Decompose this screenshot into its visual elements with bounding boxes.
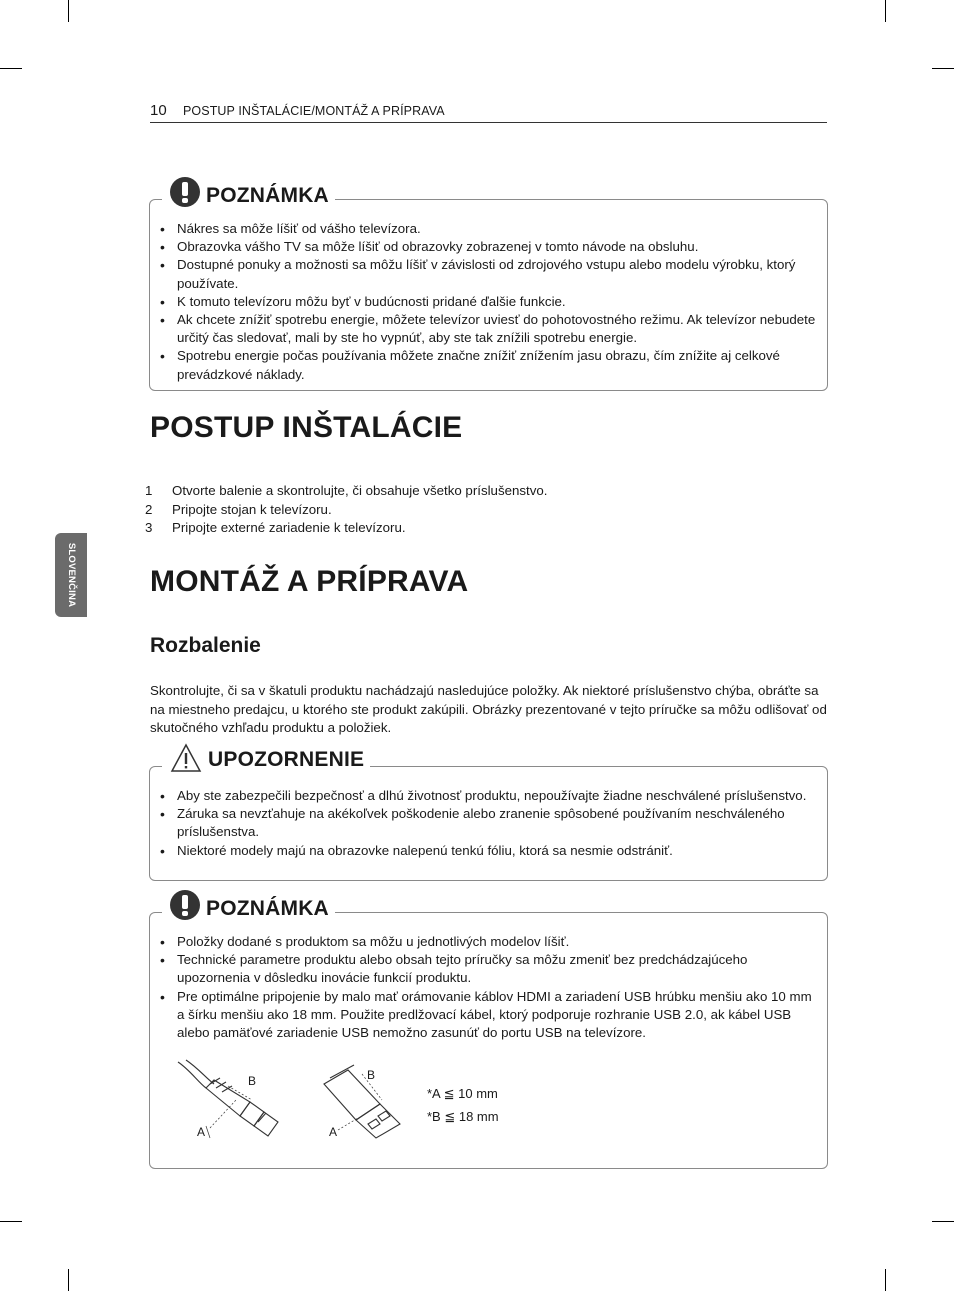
step-number: 1: [145, 483, 153, 498]
step-row: [145, 482, 825, 501]
list-item: • Záruka sa nevzťahuje na akékoľvek poškodenie alebo zranenie spôsobené používaním neschváleného príslušenstva.: [160, 805, 817, 841]
crop-mark: [68, 1269, 69, 1291]
list-item: • Niektoré modely majú na obrazovke nalepenú tenkú fóliu, ktorá sa nesmie odstrániť.: [160, 842, 817, 860]
note-box-1: [149, 184, 828, 391]
note-box-2-list: [160, 933, 817, 1042]
warning-triangle-icon: [170, 743, 202, 773]
hdmi-connector-illustration: [170, 1058, 290, 1143]
step-text: Pripojte externé zariadenie k televízoru.: [172, 520, 406, 535]
dimension-b: *B ≦ 18 mm: [427, 1109, 499, 1124]
header-title: POSTUP INŠTALÁCIE/MONTÁŽ A PRÍPRAVA: [183, 104, 445, 118]
note-box-1-title: POZNÁMKA: [206, 184, 329, 207]
page-header: [150, 100, 827, 123]
page-number: 10: [150, 102, 167, 119]
note-box-2-title: POZNÁMKA: [206, 897, 329, 920]
note-box-1-list: [160, 220, 817, 384]
note-box-2-header: [162, 889, 335, 921]
hdmi-label-b: B: [248, 1074, 257, 1088]
list-item: • Dostupné ponuky a možnosti sa môžu líšiť v závislosti od zdrojového vstupu alebo modelu výrobku, ktorý používate.: [160, 256, 817, 292]
caution-box: [149, 748, 828, 881]
exclamation-icon: [170, 890, 200, 920]
list-item: • K tomuto televízoru môžu byť v budúcnosti pridané ďalšie funkcie.: [160, 293, 817, 311]
caution-box-title: UPOZORNENIE: [208, 748, 365, 771]
step-row: [145, 519, 825, 538]
section-title-installation: POSTUP INŠTALÁCIE: [150, 411, 463, 444]
list-item: • Spotrebu energie počas používania môžete značne znížiť znížením jasu obrazu, čím znížite aj celkové prevádzkové náklady.: [160, 347, 817, 383]
exclamation-icon: [170, 177, 200, 207]
list-item: • Pre optimálne pripojenie by malo mať orámovanie káblov HDMI a zariadení USB hrúbku menšiu ako 10 mm a šírku menšiu ako 18 mm. Použite predlžovací kábel, ktorý podporuje rozhranie USB 2.0, ak kábel USB alebo pamäťové zariadenie USB nemožno zasunúť do portu USB na televízore.: [160, 988, 817, 1043]
crop-mark: [0, 1221, 22, 1222]
list-item: • Položky dodané s produktom sa môžu u jednotlivých modelov líšiť.: [160, 933, 817, 951]
list-item: • Ak chcete znížiť spotrebu energie, môžete televízor uviesť do pohotovostného režimu. Ak televízor nebudete určitý čas sledovať, mali by ste ho vypnúť, aby ste tak znížili spotrebu energie.: [160, 311, 817, 347]
list-item: • Nákres sa môže líšiť od vášho televízora.: [160, 220, 817, 238]
step-number: 3: [145, 520, 153, 535]
crop-mark: [932, 1221, 954, 1222]
crop-mark: [885, 1269, 886, 1291]
crop-mark: [0, 68, 22, 69]
list-item: • Aby ste zabezpečili bezpečnosť a dlhú životnosť produktu, nepoužívajte žiadne neschválené príslušenstvo.: [160, 787, 817, 805]
usb-label-b: B: [367, 1068, 376, 1082]
caution-box-header: [162, 743, 370, 773]
hdmi-label-a: A: [197, 1125, 206, 1139]
list-item: • Technické parametre produktu alebo obsah tejto príručky sa môžu zmeniť bez predchádzajúceho upozornenia v dôsledku inovácie funkcií produktu.: [160, 951, 817, 987]
installation-steps: [145, 482, 825, 538]
usb-label-a: A: [329, 1125, 338, 1139]
step-row: [145, 501, 825, 520]
list-item: • Obrazovka vášho TV sa môže líšiť od obrazovky zobrazenej v tomto návode na obsluhu.: [160, 238, 817, 256]
step-text: Pripojte stojan k televízoru.: [172, 501, 332, 517]
section-title-assembly: MONTÁŽ A PRÍPRAVA: [150, 565, 469, 598]
caution-list: [160, 787, 817, 860]
crop-mark: [885, 0, 886, 22]
language-tab: [55, 533, 87, 617]
note-box-1-header: [162, 176, 335, 208]
subsection-title-unpacking: Rozbalenie: [150, 634, 261, 657]
crop-mark: [932, 68, 954, 69]
step-text: Otvorte balenie a skontrolujte, či obsahuje všetko príslušenstvo.: [172, 483, 548, 498]
unpacking-paragraph: Skontrolujte, či sa v škatuli produktu nachádzajú nasledujúce položky. Ak niektoré príslušenstvo chýba, obráťte sa na miestneho predajcu, u ktorého ste produkt zakúpili. Obrázky prezentované v tejto príručke sa môžu odlišovať od skutočného vzhľadu produktu a položiek.: [150, 683, 827, 735]
dimension-a: *A ≦ 10 mm: [427, 1086, 498, 1101]
language-tab-label: SLOVENČINA: [66, 542, 77, 608]
crop-mark: [68, 0, 69, 22]
step-number: 2: [145, 501, 153, 517]
